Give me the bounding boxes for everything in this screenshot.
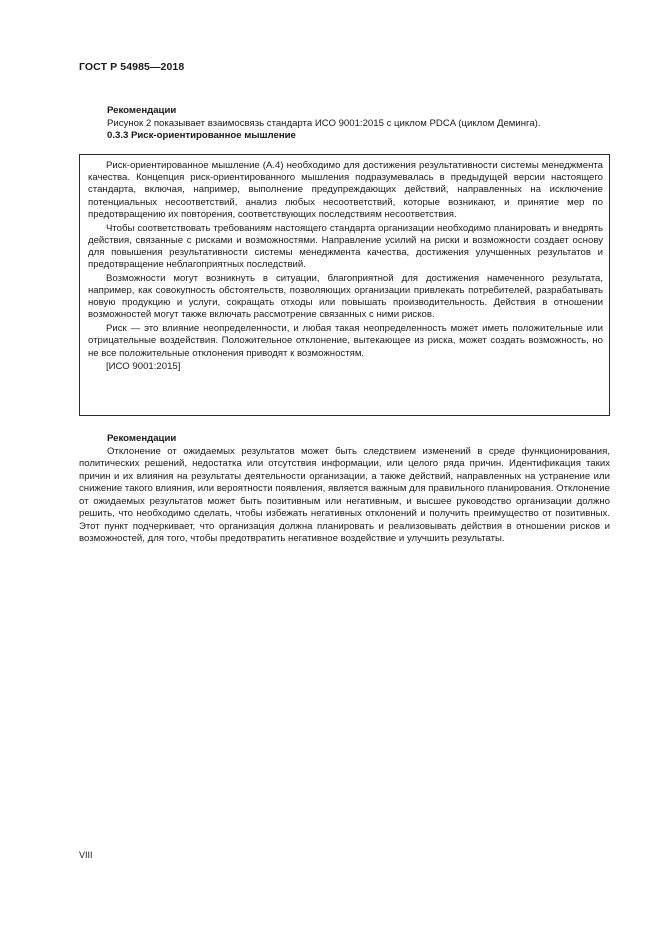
box-paragraph: Чтобы соответствовать требованиям настоящего стандарта организации необходимо планировать и внедрять действия, связанные с рисками и возможностями. Направление усилий на риски и возможности создает основу для повышения результативности системы менеджмента качества, достижения улучшенных результатов и предотвращение неблагоприятных последствий.: [88, 222, 603, 271]
citation: [ИСО 9001:2015]: [106, 361, 181, 373]
recommendations-heading: Рекомендации: [107, 105, 177, 116]
subsection-heading: 0.3.3 Риск-ориентированное мышление: [107, 130, 296, 141]
recommendations-section-1: [107, 105, 617, 143]
recommendations-section-2: [79, 433, 610, 546]
box-paragraph: Риск — это влияние неопределенности, и любая такая неопределенность может иметь положительные или отрицательные воздействия. Положительное отклонение, вытекающее из риска, может создать возможность, но не все положительные отклонения приводят к возможностям.: [88, 323, 603, 359]
document-header: ГОСТ Р 54985—2018: [79, 61, 185, 73]
recommendations-heading-2: Рекомендации: [107, 433, 177, 444]
recommendations-body: Отклонение от ожидаемых результатов может быть следствием изменений в среде функционирования, политических решений, недостатка или отсутствия информации, или целого ряда причин. Идентификация таких причин и их влияния на результаты деятельности организации, а также действий, направленных на устранение или снижение такого влияния, или вероятности появления, является важным для правильного планирования. Отклонение от ожидаемых результатов может быть позитивным или негативным, и высшее руководство организации должно решить, что необходимо сделать, чтобы избежать негативных отклонений и получить преимущество от позитивных. Этот пункт подчеркивает, что организация должна планировать и реализовывать действия в отношении рисков и возможностей, для того, чтобы предотвратить негативное воздействие и улучшить результаты.: [79, 445, 610, 544]
box-paragraph: Риск-ориентированное мышление (А.4) необходимо для достижения результативности системы менеджмента качества. Концепция риск-ориентированного мышления подразумевалась в предыдущей версии настоящего стандарта, включая, например, выполнение предупреждающих действий, направленных на исключение потенциальных несоответствий, анализ любых несоответствий, которые возникают, и принятие мер по предотвращению их повторения, соответствующих последствиям несоответствия.: [88, 160, 603, 220]
quoted-standard-box: [79, 154, 610, 416]
box-paragraph: Возможности могут возникнуть в ситуации, благоприятной для достижения намеченного результата, например, как совокупность обстоятельств, позволяющих организации привлекать потребителей, разрабатывать новую продукцию и услуги, сокращать отходы или повышать производительность. Действия в отношении возможностей могут также включать рассмотрение связанных с ними рисков.: [88, 272, 603, 321]
page-number: VIII: [79, 850, 93, 860]
figure-reference-text: Рисунок 2 показывает взаимосвязь стандарта ИСО 9001:2015 с циклом PDCA (циклом Деминга).: [107, 117, 541, 129]
